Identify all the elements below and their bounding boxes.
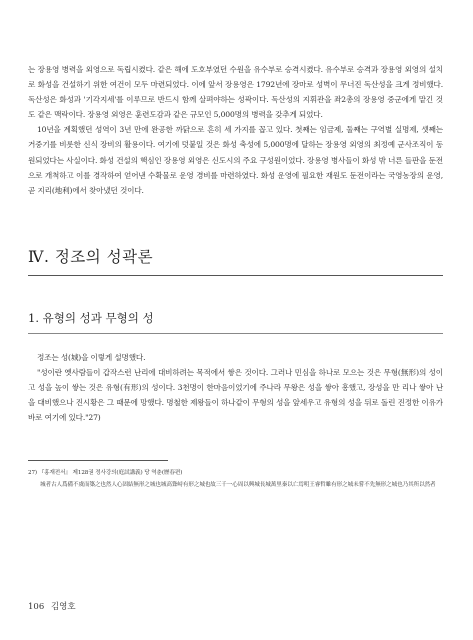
section-title: Ⅳ. 정조의 성곽론 <box>28 245 443 276</box>
footnote <box>28 468 443 491</box>
footnote-rule <box>28 460 168 461</box>
page-footer <box>28 600 80 612</box>
quote-paragraph: "성이란 옛사람들이 갑작스런 난리에 대비하려는 목적에서 쌓은 것이다. 그러나 민심을 하나로 모으는 것은 무형(無形)의 성이고 성을 높이 쌓는 것은 유형(有形)의 성이다. 3천명이 한마음이었기에 주나라 무왕은 성을 쌓아 흥했고, 장성을 만 리나 쌓아 난을 대비했으나 진시황은 그 때문에 망했다. 명철한 제왕들이 하나같이 무형의 성을 앞세우고 유형의 성을 뒤로 돌린 진정한 이유가 바로 여기에 있다."27) <box>28 367 443 423</box>
document-page <box>28 62 443 492</box>
section-body <box>28 350 443 425</box>
body-paragraph: 10년을 계획했던 성역이 3년 만에 완공한 까닭으로 흔히 세 가지를 꼽고 있다. 첫째는 임금제, 둘째는 구역별 실명제, 셋째는 거중기를 비롯한 신식 장비의 활용이다. 여기에 덧붙일 것은 화성 축성에 5,000명에 달하는 장용영 외영의 최정예 군사조직이 동원되었다는 사실이다. 화성 건설의 핵심인 장용영 외영은 신도시의 주요 구성원이었다. 장용영 병사들이 화성 밖 너른 들판을 둔전으로 개척하고 이를 경작하여 얻어낸 수확물로 운영 경비를 마련하였다. 화성 운영에 필요한 재원도 둔전이라는 국영농장의 운영, 곧 지리(地利)에서 찾아냈던 것이다. <box>28 125 443 195</box>
footnote-original-text: 城者古人爲備不虞而築之也然人心固結無形之城也城高聳峙有形之城也故三千一心周以興城長城萬里秦以亡焉明王睿哲雖有形之城未嘗不先無形之城也乃其所以然者 <box>40 481 436 488</box>
subsection-rule <box>28 333 443 334</box>
body-paragraph: 정조는 성(城)을 이렇게 설명했다. <box>37 352 146 362</box>
footnote-citation: 27) 『홍재전서』 제128권 정사강의(庭試講義) 당 역춘(歷春편) <box>28 470 183 477</box>
author-name: 김영호 <box>50 602 76 612</box>
subsection-title: 1. 유형의 성과 무형의 성 <box>28 310 154 325</box>
body-paragraph: 는 장용영 병력을 외영으로 독립시켰다. 같은 해에 도호부였던 수원을 유수부로 승격시켰다. 유수부로 승격과 장용영 외영의 설치로 화성을 건설하기 위한 여건이 모두 마련되었다. 이에 앞서 장용영은 1792년에 장마로 성벽이 무너진 독산성을 크게 정비했다. 독산성은 화성과 '기각지세'를 이루므로 반드시 함께 살펴야하는 성곽이다. 독산성의 지휘관을 좌2총의 장용영 중군에게 맡긴 것도 같은 맥락이다. 장용영 외영은 훈련도감과 같은 규모인 5,000명의 병력을 갖추게 되었다. <box>28 65 443 120</box>
page-number: 106 <box>28 602 45 612</box>
